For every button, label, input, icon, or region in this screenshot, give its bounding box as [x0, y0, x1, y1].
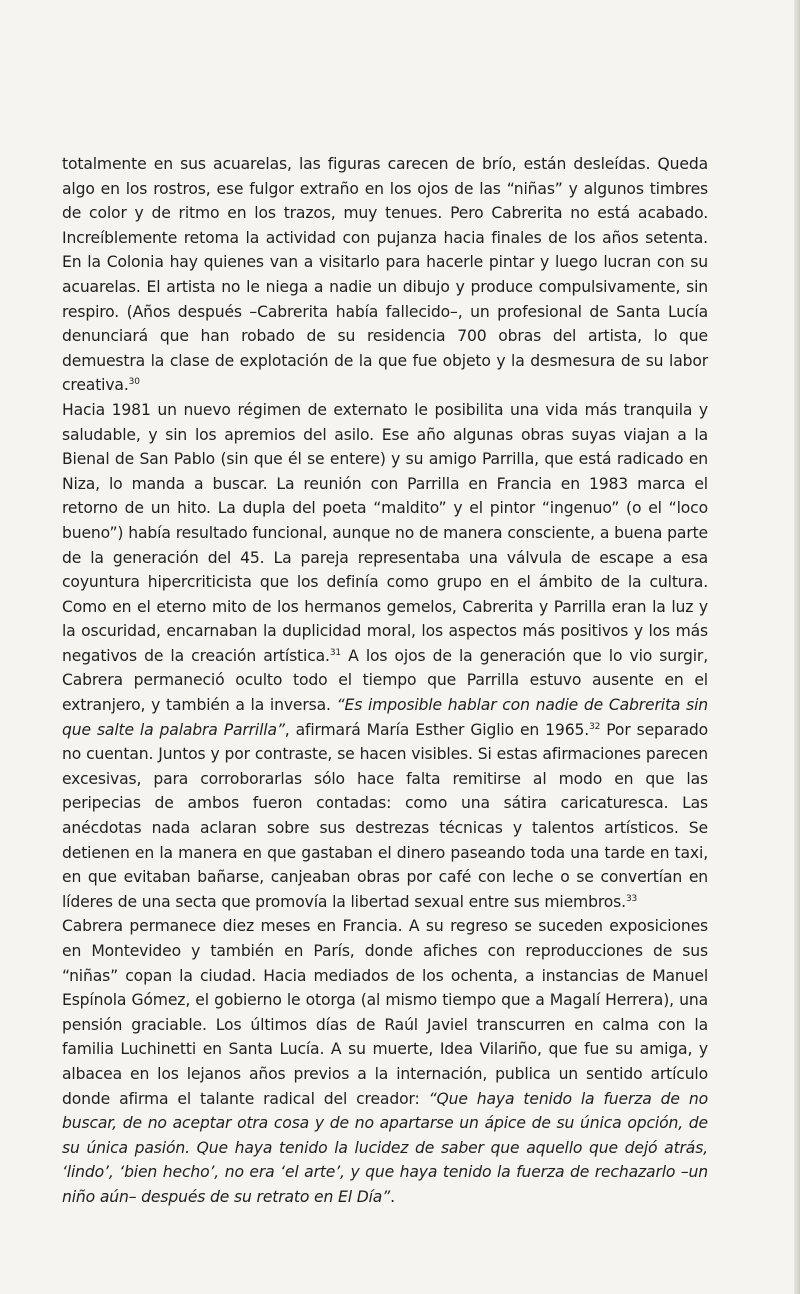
- page-edge: [794, 0, 800, 1294]
- text-run: totalmente en sus acuarelas, las figuras carecen de brío, están desleídas. Queda algo en los rostros, ese fulgor extraño en los ojos de las “niñas” y algunos timbres de color y de ritmo en los trazos, muy tenues. Pero Cabrerita no está acabado. Increíblemente retoma la actividad con pujanza hacia finales de los años setenta. En la Colonia hay quienes van a visitarlo para hacerle pintar y luego lucran con su acuarelas. El artista no le niega a nadie un dibujo y produce compulsivamente, sin respiro. (Años después –Cabrerita había fallecido–, un profesional de Santa Lucía denunciará que han robado de su residencia 700 obras del artista, lo que demuestra la clase de explotación de la que fue objeto y la desmesura de su labor creativa.: [62, 155, 708, 395]
- paragraph-1: [62, 152, 708, 398]
- text-run: .: [390, 1187, 395, 1206]
- footnote-ref: 32: [589, 721, 601, 732]
- paragraph-3: [62, 914, 708, 1209]
- text-run: Hacia 1981 un nuevo régimen de externato le posibilita una vida más tranquila y saludable, y sin los apremios del asilo. Ese año algunas obras suyas viajan a la Bienal de San Pablo (sin que él se entere) y su amigo Parrilla, que está radicado en Niza, lo manda a buscar. La reunión con Parrilla en Francia en 1983 marca el retorno de un hito. La dupla del poeta “maldito” y el pintor “ingenuo” (o el “loco bueno”) había resultado funcional, aunque no de manera consciente, a buena parte de la generación del 45. La pareja representaba una válvula de escape a esa coyuntura hipercriticista que los definía como grupo en el ámbito de la cultura. Como en el eterno mito de los hermanos gemelos, Cabrerita y Parrilla eran la luz y la oscuridad, encarnaban la duplicidad moral, los aspectos más positivos y los más negativos de la creación artística.: [62, 400, 708, 665]
- text-run: , afirmará María Esther Giglio en 1965.: [284, 720, 590, 739]
- text-run: A los ojos de la generación que lo vio surgir, Cabrera permaneció oculto todo el tiempo que Parrilla estuvo ausente en el extranjero, y también a la inversa.: [62, 646, 708, 715]
- footnote-ref: 33: [625, 893, 638, 904]
- text-run: Cabrera permanece diez meses en Francia. A su regreso se suceden exposiciones en Montevideo y también en París, donde afiches con reproducciones de sus “niñas” copan la ciudad. Hacia mediados de los ochenta, a instancias de Manuel Espínola Gómez, el gobierno le otorga (al mismo tiempo que a Magalí Herrera), una pensión graciable. Los últimos días de Raúl Javiel transcurren en calma con la familia Luchinetti en Santa Lucía. A su muerte, Idea Vilariño, que fue su amiga, y albacea en los lejanos años previos a la internación, publica un sentido artículo donde afirma el talante radical del creador:: [62, 917, 708, 1108]
- footnote-ref: 31: [329, 647, 341, 658]
- footnote-ref: 30: [128, 377, 140, 388]
- body-text: [62, 152, 708, 1210]
- italic-quote: “Que haya tenido la fuerza de no buscar, de no aceptar otra cosa y de no apartarse un ápice de su única opción, de su única pasión. Que haya tenido la lucidez de saber que aquello que dejó atrás, ‘lindo’, ‘bien hecho’, no era ‘el arte’, y que haya tenido la fuerza de rechazarlo –un niño aún– después de su retrato en El Día”: [62, 1089, 708, 1206]
- paragraph-2: [62, 398, 708, 914]
- text-run: Por separado no cuentan. Juntos y por contraste, se hacen visibles. Si estas afirmaciones parecen excesivas, para corroborarlas sólo hace falta remitirse al modo en que las peripecias de ambos fueron contadas: como una sátira caricaturesca. Las anécdotas nada aclaran sobre sus destrezas técnicas y talentos artísticos. Se detienen en la manera en que gastaban el dinero paseando toda una tarde en taxi, en que evitaban bañarse, canjeaban obras por café con leche o se convertían en líderes de una secta que promovía la libertad sexual entre sus miembros.: [62, 720, 708, 911]
- italic-quote: “Es imposible hablar con nadie de Cabrerita sin que salte la palabra Parrilla”: [62, 696, 709, 739]
